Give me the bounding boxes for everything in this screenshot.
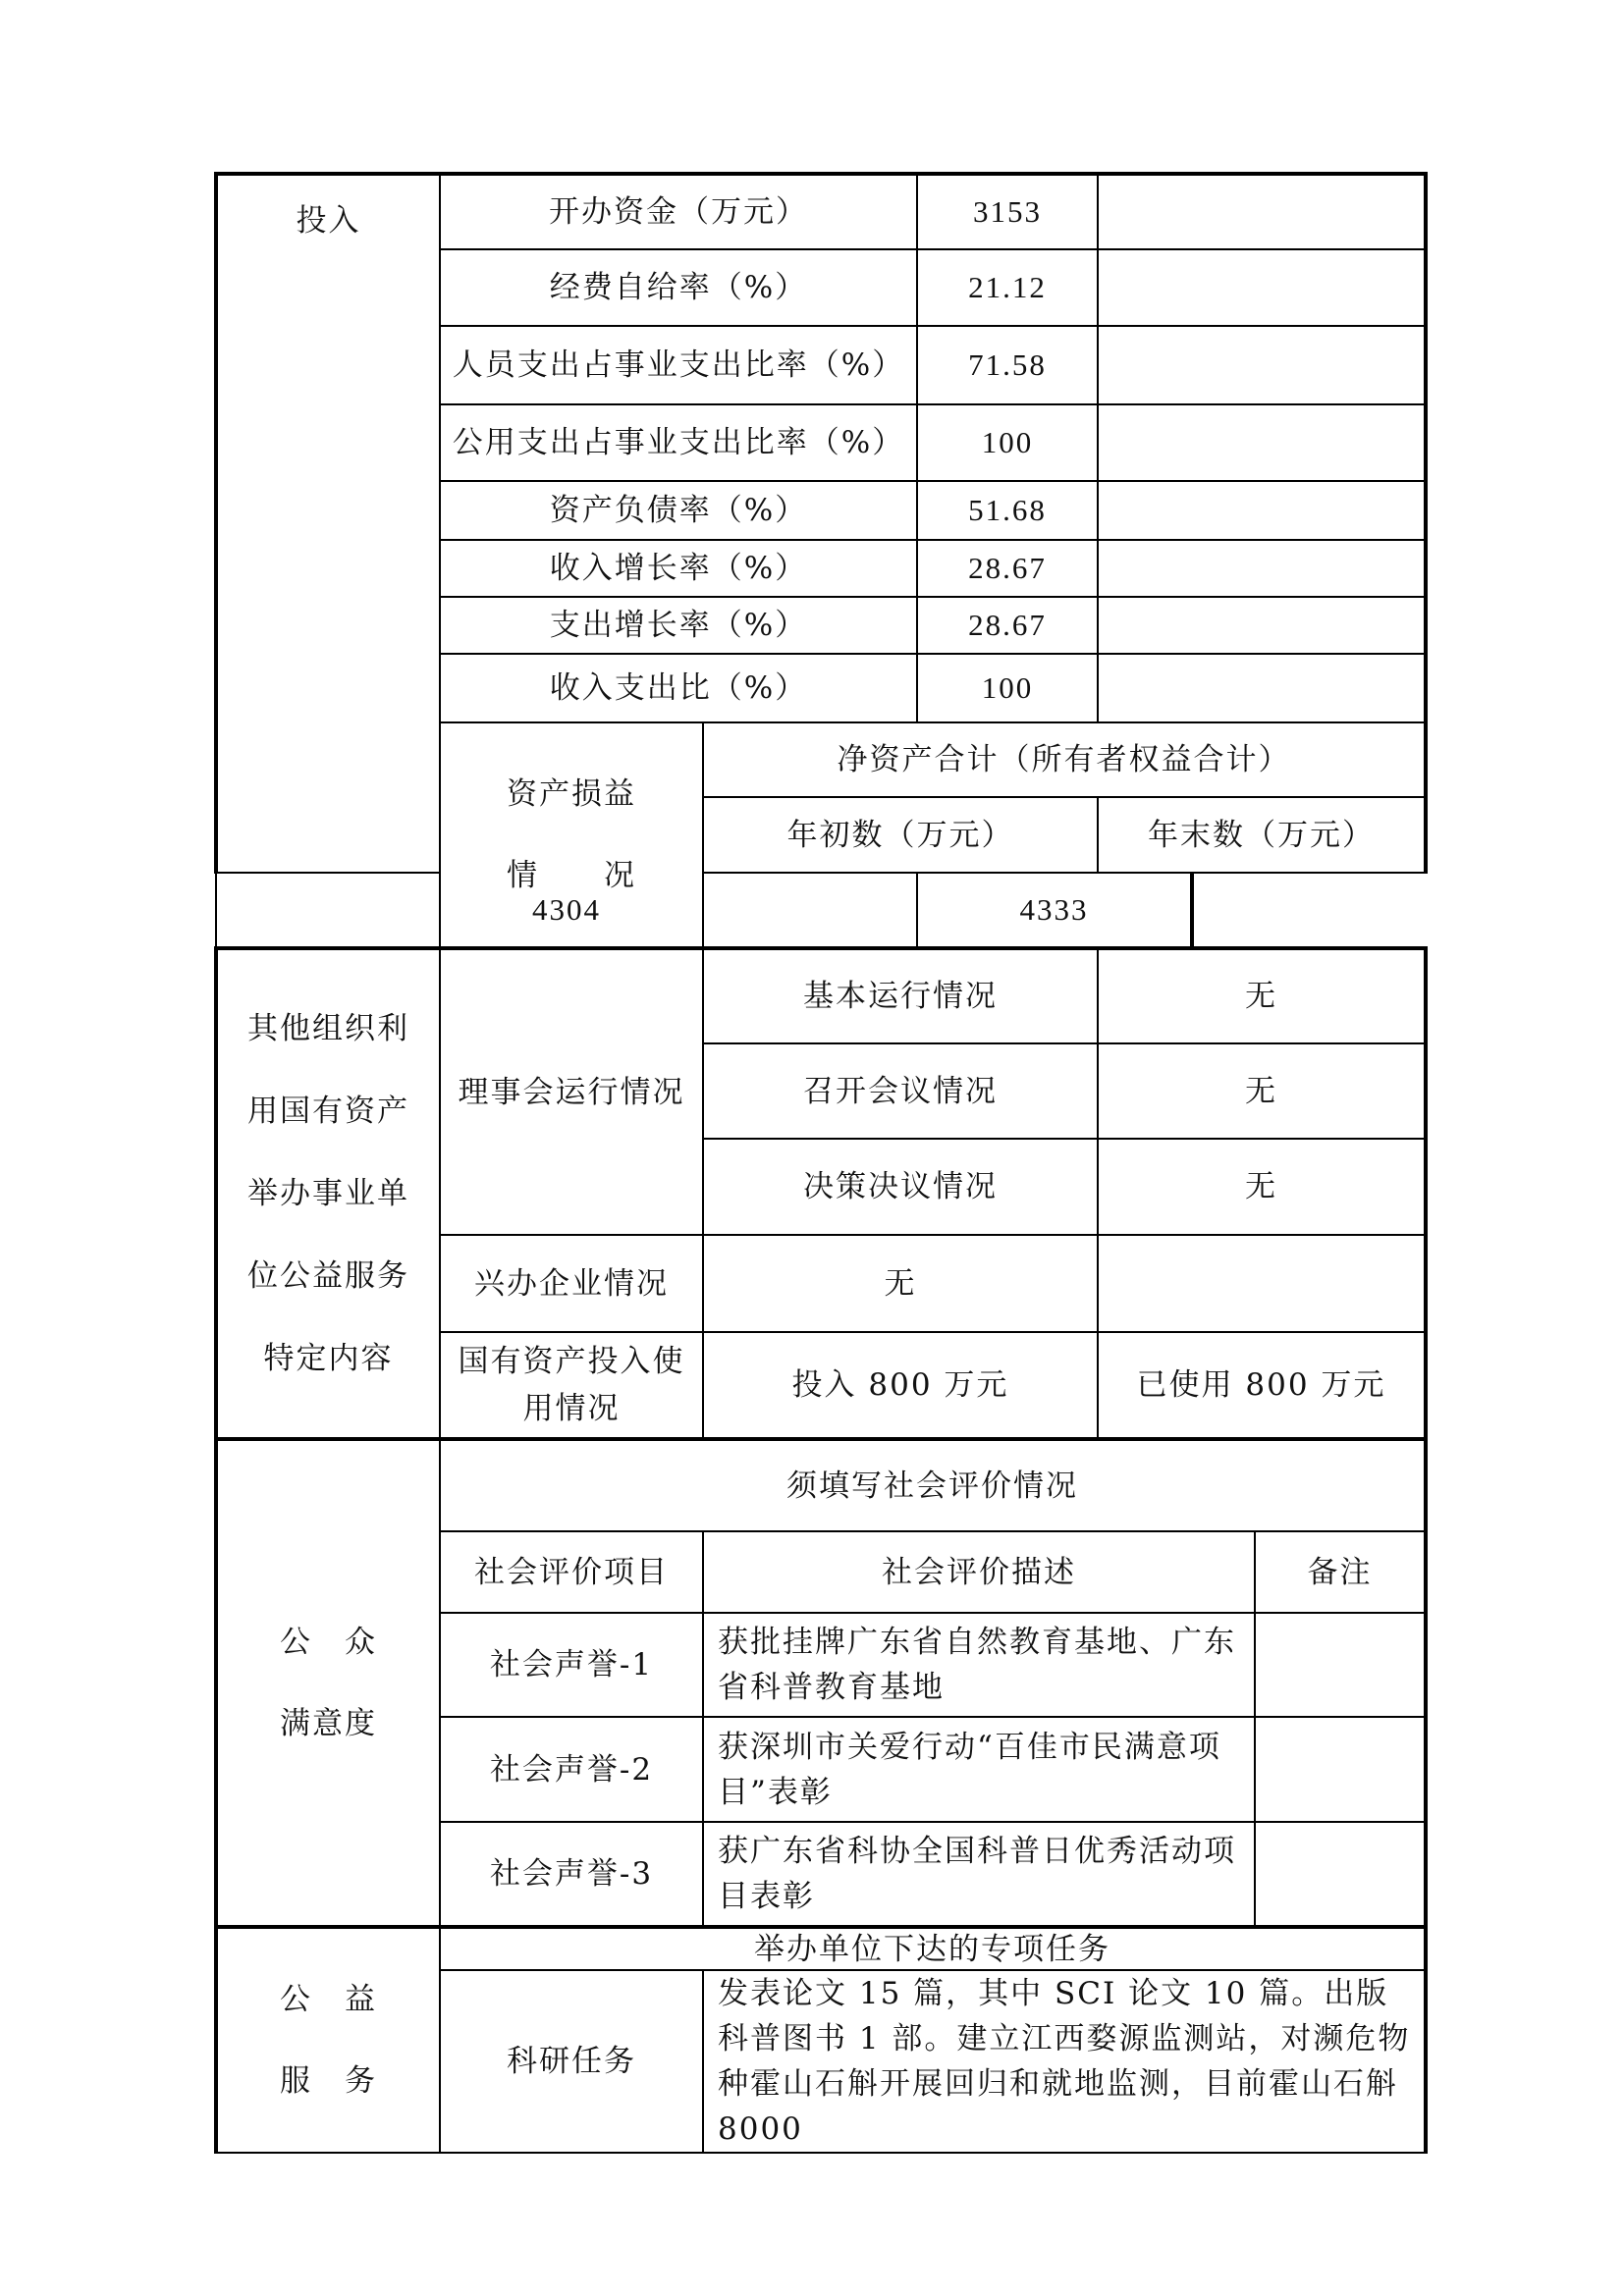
metric-note xyxy=(1098,326,1426,404)
evaluation-item: 社会声誉-1 xyxy=(440,1613,703,1717)
satisfaction-line1: 公 众 xyxy=(280,1624,377,1660)
governance-line: 特定内容 xyxy=(263,1341,394,1376)
metric-value: 28.67 xyxy=(917,540,1098,597)
state-assets-invested: 投入 800 万元 xyxy=(703,1332,1098,1439)
col-header-note: 备注 xyxy=(1255,1531,1426,1613)
metric-note xyxy=(1098,249,1426,326)
metric-label: 支出增长率（%） xyxy=(440,597,917,654)
evaluation-note xyxy=(1255,1613,1426,1717)
evaluation-note xyxy=(1255,1822,1426,1927)
public-service-line1: 公 益 xyxy=(280,1981,377,2017)
special-tasks-header: 举办单位下达的专项任务 xyxy=(440,1927,1426,1970)
metric-value: 100 xyxy=(917,654,1098,722)
net-assets-header: 净资产合计（所有者权益合计） xyxy=(703,722,1426,797)
metric-note xyxy=(1098,597,1426,654)
evaluation-note xyxy=(1255,1717,1426,1822)
evaluation-desc: 获广东省科协全国科普日优秀活动项目表彰 xyxy=(703,1822,1255,1927)
metric-label: 经费自给率（%） xyxy=(440,249,917,326)
metric-label: 人员支出占事业支出比率（%） xyxy=(440,326,917,404)
evaluation-item: 社会声誉-2 xyxy=(440,1717,703,1822)
governance-line: 位公益服务 xyxy=(247,1258,409,1294)
metric-label: 资产负债率（%） xyxy=(440,481,917,540)
state-assets-label: 国有资产投入使用情况 xyxy=(440,1332,703,1439)
evaluation-desc: 获深圳市关爱行动“百佳市民满意项目”表彰 xyxy=(703,1717,1255,1822)
metric-value: 100 xyxy=(917,404,1098,481)
state-assets-used: 已使用 800 万元 xyxy=(1098,1332,1426,1439)
section-label-public-service xyxy=(216,1927,440,2153)
metric-note xyxy=(1098,481,1426,540)
research-task-desc: 发表论文 15 篇，其中 SCI 论文 10 篇。出版科普图书 1 部。建立江西婺源监测站，对濒危物种霍山石斛开展回归和就地监测，目前霍山石斛 8000 xyxy=(703,1970,1426,2153)
section-label-satisfaction xyxy=(216,1439,440,1927)
board-row-value: 无 xyxy=(1098,948,1426,1043)
end-of-year-label: 年末数（万元） xyxy=(1098,797,1426,873)
report-table xyxy=(214,172,1428,2154)
board-row-label: 基本运行情况 xyxy=(703,948,1098,1043)
metric-label: 公用支出占事业支出比率（%） xyxy=(440,404,917,481)
metric-note xyxy=(1098,174,1426,249)
social-evaluation-header: 须填写社会评价情况 xyxy=(440,1439,1426,1531)
section-label-governance xyxy=(216,948,440,1439)
metric-label: 收入支出比（%） xyxy=(440,654,917,722)
metric-value: 71.58 xyxy=(917,326,1098,404)
governance-line: 举办事业单 xyxy=(247,1176,409,1211)
metric-value: 3153 xyxy=(917,174,1098,249)
board-row-label: 决策决议情况 xyxy=(703,1139,1098,1235)
start-of-year-value: 4304 xyxy=(216,873,917,948)
board-row-value: 无 xyxy=(1098,1043,1426,1139)
enterprise-value: 无 xyxy=(703,1235,1098,1332)
section-label-investment: 投入 xyxy=(216,174,440,873)
metric-value: 51.68 xyxy=(917,481,1098,540)
metric-note xyxy=(1098,404,1426,481)
end-of-year-value: 4333 xyxy=(917,873,1192,948)
board-row-value: 无 xyxy=(1098,1139,1426,1235)
assets-label-line2: 情 况 xyxy=(507,857,636,893)
metric-label: 收入增长率（%） xyxy=(440,540,917,597)
col-header-item: 社会评价项目 xyxy=(440,1531,703,1613)
metric-note xyxy=(1098,540,1426,597)
research-task-label: 科研任务 xyxy=(440,1970,703,2153)
public-service-line2: 服 务 xyxy=(280,2062,377,2099)
board-row-label: 召开会议情况 xyxy=(703,1043,1098,1139)
board-operation-label: 理事会运行情况 xyxy=(440,948,703,1235)
assets-label-line1: 资产损益 xyxy=(507,775,636,812)
enterprise-extra xyxy=(1098,1235,1426,1332)
start-of-year-label: 年初数（万元） xyxy=(703,797,1098,873)
metric-value: 28.67 xyxy=(917,597,1098,654)
enterprise-label: 兴办企业情况 xyxy=(440,1235,703,1332)
governance-line: 其他组织利 xyxy=(247,1011,409,1046)
evaluation-desc: 获批挂牌广东省自然教育基地、广东省科普教育基地 xyxy=(703,1613,1255,1717)
satisfaction-line2: 满意度 xyxy=(280,1705,377,1741)
col-header-desc: 社会评价描述 xyxy=(703,1531,1255,1613)
metric-note xyxy=(1098,654,1426,722)
governance-line: 用国有资产 xyxy=(247,1094,409,1129)
metric-value: 21.12 xyxy=(917,249,1098,326)
metric-label: 开办资金（万元） xyxy=(440,174,917,249)
evaluation-item: 社会声誉-3 xyxy=(440,1822,703,1927)
